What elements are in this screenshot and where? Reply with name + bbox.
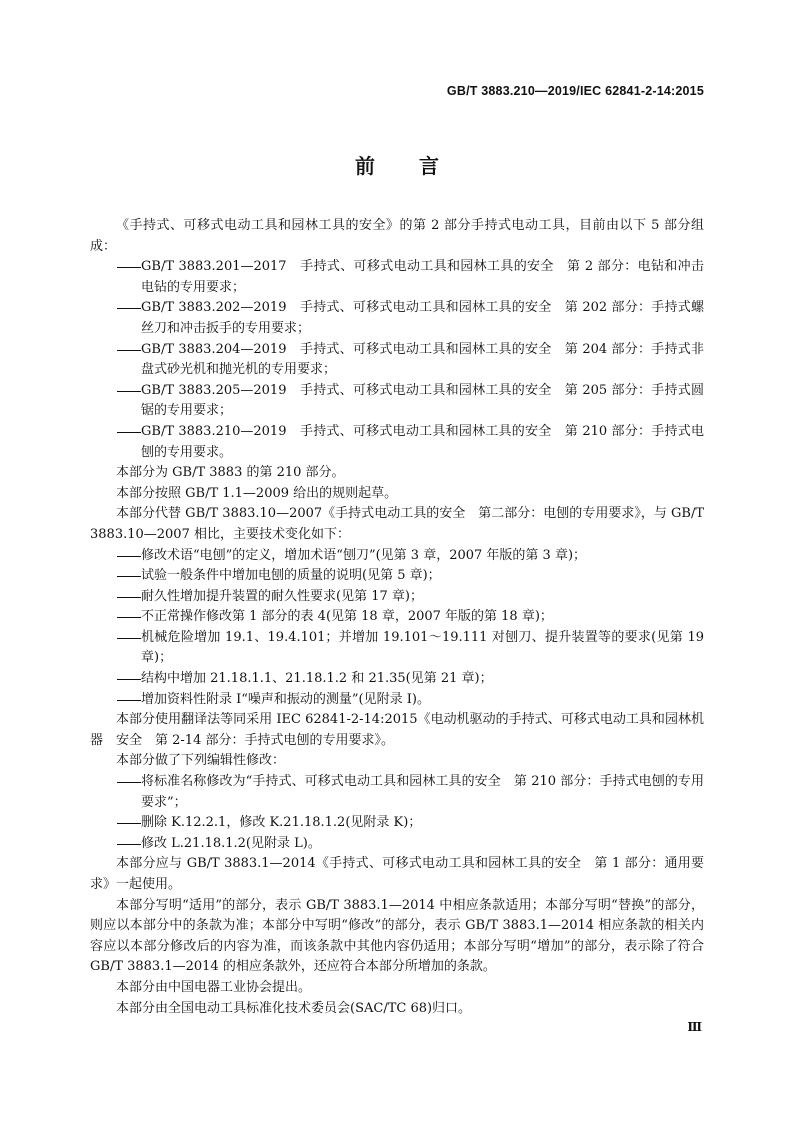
list-item: 不正常操作修改第 1 部分的表 4(见第 18 章，2007 年版的第 18 章)； — [90, 607, 704, 628]
page-title: 前言 — [355, 154, 483, 178]
page-number: Ⅲ — [687, 1020, 702, 1034]
list-item: 删除 K.12.2.1，修改 K.21.18.1.2(见附录 K)； — [90, 813, 704, 834]
paragraph: 本部分代替 GB/T 3883.10—2007《手持式电动工具的安全 第二部分：电刨的专用要求》，与 GB/T 3883.10—2007 相比，主要技术变化如下： — [90, 506, 704, 542]
paragraph: 本部分由全国电动工具标准化技术委员会(SAC/TC 68)归口。 — [116, 1000, 472, 1016]
paragraph: 本部分做了下列编辑性修改： — [116, 753, 286, 769]
paragraph: 本部分由中国电器工业协会提出。 — [116, 979, 312, 995]
paragraph: 《手持式、可移式电动工具和园林工具的安全》的第 2 部分手持式电动工具，目前由以下 5 部分组成： — [90, 218, 704, 254]
list-item: 耐久性增加提升装置的耐久性要求(见第 17 章)； — [90, 587, 704, 608]
list-item: 结构中增加 21.18.1.1、21.18.1.2 和 21.35(见第 21 章)； — [90, 669, 704, 690]
list-item: GB/T 3883.201—2017 手持式、可移式电动工具和园林工具的安全 第 2 部分：电钻和冲击电钻的专用要求； — [90, 257, 704, 298]
list-item: 试验一般条件中增加电刨的质量的说明(见第 5 章)； — [90, 566, 704, 587]
list-item: GB/T 3883.210—2019 手持式、可移式电动工具和园林工具的安全 第 210 部分：手持式电刨的专用要求。 — [90, 422, 704, 463]
paragraph: 本部分应与 GB/T 3883.1—2014《手持式、可移式电动工具和园林工具的安全 第 1 部分：通用要求》一起使用。 — [90, 856, 704, 892]
list-item: 机械危险增加 19.1、19.4.101；并增加 19.101～19.111 对刨刀、提升装置等的要求(见第 19 章)； — [90, 628, 704, 669]
paragraph: 本部分按照 GB/T 1.1—2009 给出的规则起草。 — [116, 485, 398, 501]
list-item: GB/T 3883.205—2019 手持式、可移式电动工具和园林工具的安全 第 205 部分：手持式圆锯的专用要求； — [90, 381, 704, 422]
list-item: GB/T 3883.204—2019 手持式、可移式电动工具和园林工具的安全 第 204 部分：手持式非盘式砂光机和抛光机的专用要求； — [90, 340, 704, 381]
list-item: 增加资料性附录 I“噪声和振动的测量”(见附录 I)。 — [90, 690, 704, 711]
list-item: 修改 L.21.18.1.2(见附录 L)。 — [90, 834, 704, 855]
paragraph: 本部分为 GB/T 3883 的第 210 部分。 — [116, 465, 345, 481]
standard-number-header: GB/T 3883.210—2019/IEC 62841-2-14:2015 — [446, 84, 704, 98]
foreword-body — [90, 216, 704, 1019]
paragraph: 本部分写明“适用”的部分，表示 GB/T 3883.1—2014 中相应条款适用；本部分写明“替换”的部分，则应以本部分中的条款为准；本部分中写明“修改”的部分，表示 GB/T 3883.1—2014 相应条款的相关内容应以本部分修改后的内容为准，而该条款中其他内容仍适用；本部分写明“增加”的部分，表示除了符合 GB/T 3883.1—2014 的相应条款外，还应符合本部分所增加的条款。 — [90, 897, 704, 975]
list-item: 修改术语“电刨”的定义，增加术语“刨刀”(见第 3 章，2007 年版的第 3 章)； — [90, 546, 704, 567]
list-item: GB/T 3883.202—2019 手持式、可移式电动工具和园林工具的安全 第 202 部分：手持式螺丝刀和冲击扳手的专用要求； — [90, 298, 704, 339]
paragraph: 本部分使用翻译法等同采用 IEC 62841-2-14:2015《电动机驱动的手持式、可移式电动工具和园林机器 安全 第 2-14 部分：手持式电刨的专用要求》。 — [90, 712, 704, 748]
list-item: 将标准名称修改为“手持式、可移式电动工具和园林工具的安全 第 210 部分：手持式电刨的专用要求”； — [90, 772, 704, 813]
